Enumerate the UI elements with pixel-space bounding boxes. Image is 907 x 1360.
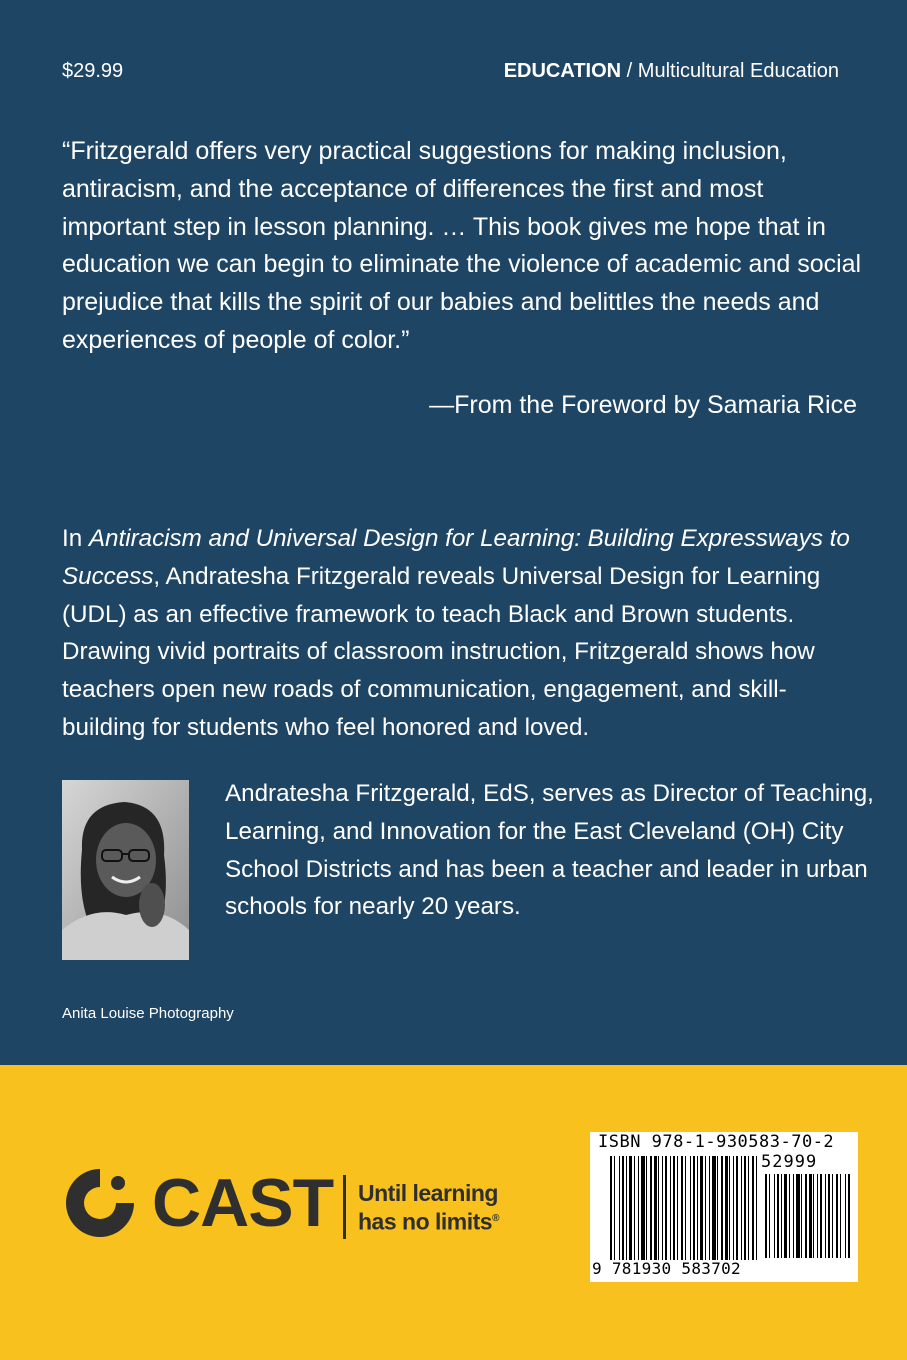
description-intro: In	[62, 525, 89, 552]
barcode-bar	[717, 1156, 718, 1260]
barcode-bar	[769, 1174, 770, 1258]
price-code: 52999	[761, 1152, 818, 1172]
barcode-bar	[712, 1156, 716, 1260]
cast-wordmark: CAST	[152, 1165, 334, 1241]
price: $29.99	[62, 60, 124, 82]
barcode-bar	[813, 1174, 814, 1258]
barcode-bar	[650, 1156, 652, 1260]
barcode-bar	[836, 1174, 838, 1258]
barcode-bar	[721, 1156, 723, 1260]
quote-attribution: —From the Foreword by Samaria Rice	[429, 391, 857, 419]
barcode-bar	[825, 1174, 826, 1258]
barcode-bar	[662, 1156, 663, 1260]
foreword-quote: “Fritzgerald offers very practical suggestions for making inclusion, antiracism, and the acceptance of differences the first and most important step in lesson planning. … This book gives me hope that in education we can begin to eliminate the violence of academic and social prejudice that kills the spirit of our babies and belittles the needs and experiences of people of color.”	[62, 137, 862, 354]
barcode-bar	[845, 1174, 846, 1258]
barcode-bar	[741, 1156, 742, 1260]
photo-credit: Anita Louise Photography	[62, 1005, 234, 1022]
barcode-bar	[693, 1156, 695, 1260]
barcode-bar	[748, 1156, 749, 1260]
barcode-bar	[820, 1174, 822, 1258]
barcode-bar	[789, 1174, 790, 1258]
isbn-number: ISBN 978-1-930583-70-2	[598, 1132, 835, 1152]
barcode-bar	[832, 1174, 833, 1258]
barcode-bar	[765, 1174, 767, 1258]
barcode-bar	[777, 1174, 779, 1258]
barcode-bar	[793, 1174, 794, 1258]
barcode-bar	[796, 1174, 800, 1258]
barcode-bar	[690, 1156, 691, 1260]
barcode-bar	[673, 1156, 675, 1260]
barcode-bar	[774, 1174, 775, 1258]
barcode-bar	[828, 1174, 830, 1258]
isbn-barcode	[590, 1132, 858, 1282]
barcode-bar	[848, 1174, 850, 1258]
cast-tagline	[358, 1180, 499, 1235]
registered-mark: ®	[492, 1213, 499, 1224]
logo-divider	[343, 1175, 346, 1239]
barcode-bar	[681, 1156, 683, 1260]
tagline-line-2	[358, 1206, 499, 1235]
barcode-bar	[705, 1156, 706, 1260]
barcode-bar	[756, 1156, 757, 1260]
author-bio: Andratesha Fritzgerald, EdS, serves as Director of Teaching, Learning, and Innovation for the East Cleveland (OH) City School Districts and has been a teacher and leader in urban schools for nearly 20 years.	[225, 780, 874, 921]
cast-logo-icon	[60, 1163, 140, 1243]
barcode-bar	[629, 1156, 632, 1260]
barcode-bar	[709, 1156, 710, 1260]
barcode-bar	[619, 1156, 620, 1260]
barcode-bar	[809, 1174, 812, 1258]
barcode-bar	[729, 1156, 730, 1260]
barcode-bar	[736, 1156, 738, 1260]
barcode-bar	[654, 1156, 657, 1260]
category-label	[504, 60, 839, 83]
barcode-bar	[805, 1174, 807, 1258]
barcode-bar	[658, 1156, 659, 1260]
barcode-bar	[744, 1156, 746, 1260]
barcode-bar	[677, 1156, 678, 1260]
barcode-bar	[733, 1156, 734, 1260]
barcode-bar	[634, 1156, 635, 1260]
author-portrait-image	[62, 780, 189, 960]
barcode-bar	[697, 1156, 698, 1260]
barcode-bar	[840, 1174, 841, 1258]
barcode-bar	[817, 1174, 818, 1258]
barcode-bar	[614, 1156, 615, 1260]
author-photo	[62, 780, 189, 960]
barcode-bar	[665, 1156, 667, 1260]
category-sub: / Multicultural Education	[621, 60, 839, 82]
tagline-line-2-text: has no limits	[358, 1208, 493, 1235]
barcode-bar	[622, 1156, 624, 1260]
book-description	[62, 520, 862, 747]
barcode-bar	[700, 1156, 703, 1260]
description-body: , Andratesha Fritzgerald reveals Universal Design for Learning (UDL) as an effective framework to teach Black and Brown students. Drawing vivid portraits of classroom instruction, Fritzgerald shows how teachers open new roads of communication, engagement, and skill-building for students who feel honored and loved.	[62, 562, 821, 741]
barcode-bar	[685, 1156, 686, 1260]
category-main: EDUCATION	[503, 60, 622, 82]
barcode-bar	[638, 1156, 639, 1260]
book-title: Antiracism and Universal Design for Learning: Building Expressways to Success	[62, 525, 850, 590]
barcode-bar	[670, 1156, 671, 1260]
barcode-bar	[610, 1156, 612, 1260]
barcode-bar	[752, 1156, 754, 1260]
barcode-bar	[626, 1156, 627, 1260]
barcode-bar	[641, 1156, 645, 1260]
barcode-bar	[784, 1174, 787, 1258]
ean-digits: 9 781930 583702	[592, 1259, 741, 1278]
cast-logo	[60, 1163, 530, 1243]
barcode-bar	[801, 1174, 802, 1258]
barcode-bar	[781, 1174, 782, 1258]
barcode-bar	[646, 1156, 647, 1260]
barcode-bar	[725, 1156, 728, 1260]
tagline-line-1: Until learning	[358, 1180, 498, 1206]
